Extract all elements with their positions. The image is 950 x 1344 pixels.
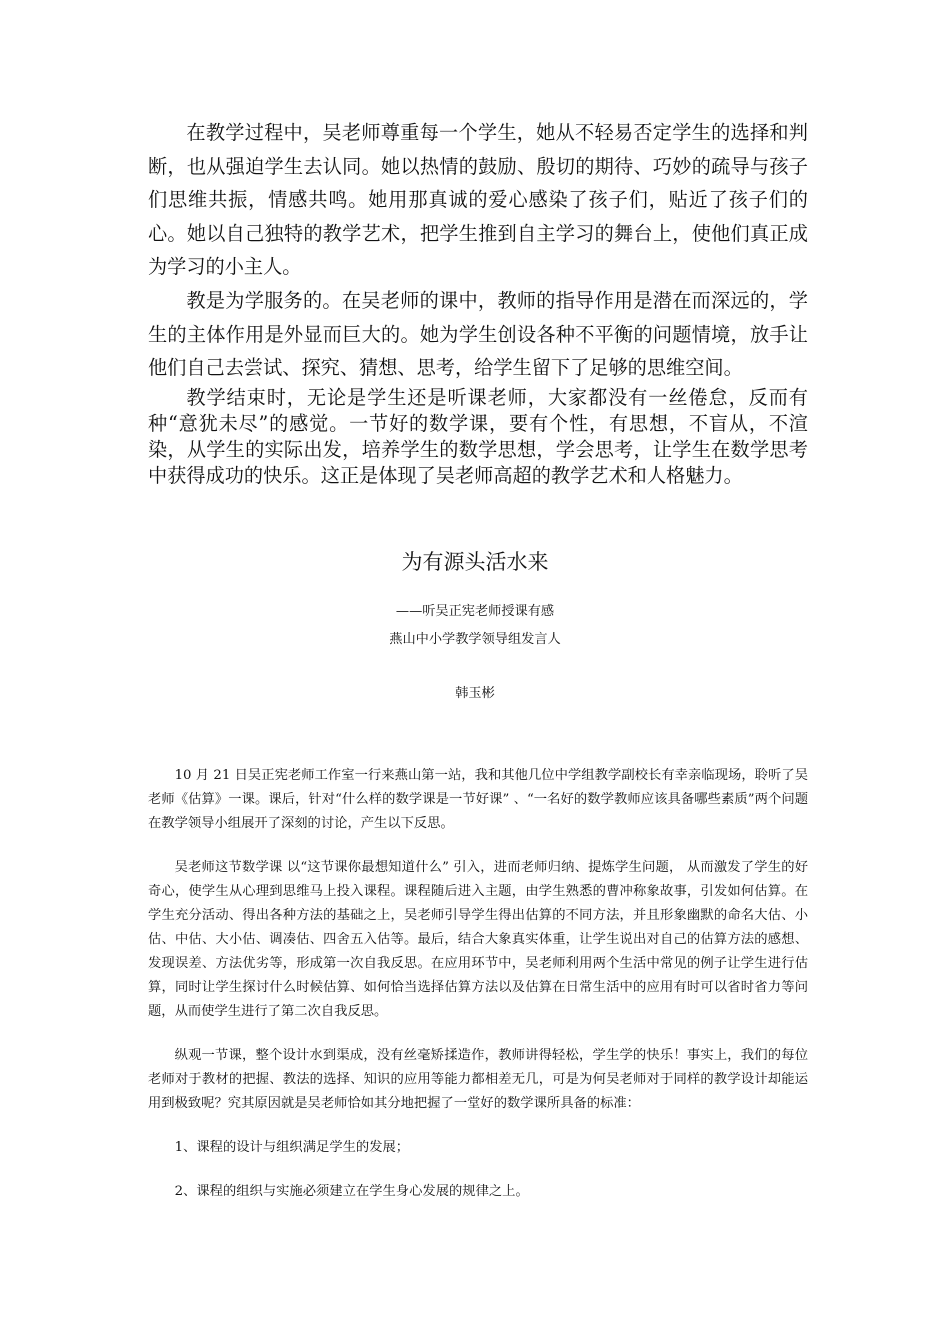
article-subtitle: ——听吴正宪老师授课有感 [395,604,555,619]
article-title: 为有源头活水来 [401,550,549,574]
paragraph: 在教学过程中，吴老师尊重每一个学生，她从不轻易否定学生的选择和判断，也从强迫学生去认同。她以热情的鼓励、殷切的期待、巧妙的疏导与孩子们思维共振，情感共鸣。她用那真诚的爱心感染了孩子们，贴近了孩子们的心。她以自己独特的教学艺术，把学生推到自主学习的舞台上，使他们真正成为学习的小主人。 [148,121,808,279]
article-continuation [148,116,808,489]
paragraph: 10 月 21 日吴正宪老师工作室一行来燕山第一站，我和其他几位中学组教学副校长有幸亲临现场，聆听了吴老师《估算》一课。课后，针对“什么样的数学课是一节好课” 、“一名好的数学教师应该具备哪些素质”两个问题在教学领导小组展开了深刻的讨论，产生以下反思。 [148,768,808,831]
author-name: 韩玉彬 [455,686,495,701]
paragraph: 教学结束时，无论是学生还是听课老师，大家都没有一丝倦怠，反而有种“意犹未尽”的感觉。一节好的数学课，要有个性，有思想，不盲从，不渲染，从学生的实际出发，培养学生的数学思想，学会思考，让学生在数学思考中获得成功的快乐。这正是体现了吴老师高超的教学艺术和人格魅力。 [148,385,808,487]
list-item: 1、课程的设计与组织满足学生的发展； [174,1140,410,1155]
list-item: 2、课程的组织与实施必须建立在学生身心发展的规律之上。 [174,1184,529,1199]
paragraph: 纵观一节课，整个设计水到渠成，没有丝毫矫揉造作，教师讲得轻松，学生学的快乐！事实上，我们的每位老师对于教材的把握、教法的选择、知识的应用等能力都相差无几，可是为何吴老师对于同样的教学设计却能运用到极致呢？究其原因就是吴老师恰如其分地把握了一堂好的数学课所具备的标准： [148,1048,808,1111]
paragraph: 教是为学服务的。在吴老师的课中，教师的指导作用是潜在而深远的，学生的主体作用是外显而巨大的。她为学生创设各种不平衡的问题情境，放手让他们自己去尝试、探究、猜想、思考，给学生留下了足够的思维空间。 [148,288,808,380]
article-body [148,764,808,1224]
author-affiliation: 燕山中小学教学领导组发言人 [389,632,561,647]
paragraph: 吴老师这节数学课 以“这节课你最想知道什么” 引入，进而老师归纳、提炼学生问题， 从而激发了学生的好奇心，使学生从心理到思维马上投入课程。课程随后进入主题，由学生熟悉的曹冲称象故事，引发如何估算。在学生充分活动、得出各种方法的基础之上，吴老师引导学生得出估算的不同方法，并且形象幽默的命名大估、小估、中估、大小估、调凑估、四舍五入估等。最后，结合大象真实体重，让学生说出对自己的估算方法的感想、发现误差、方法优劣等，形成第一次自我反思。在应用环节中，吴老师利用两个生活中常见的例子让学生进行估算，同时让学生探讨什么时候估算、如何恰当选择估算方法以及估算在日常生活中的应用有时可以省时省力等问题，从而使学生进行了第二次自我反思。 [148,860,808,1019]
